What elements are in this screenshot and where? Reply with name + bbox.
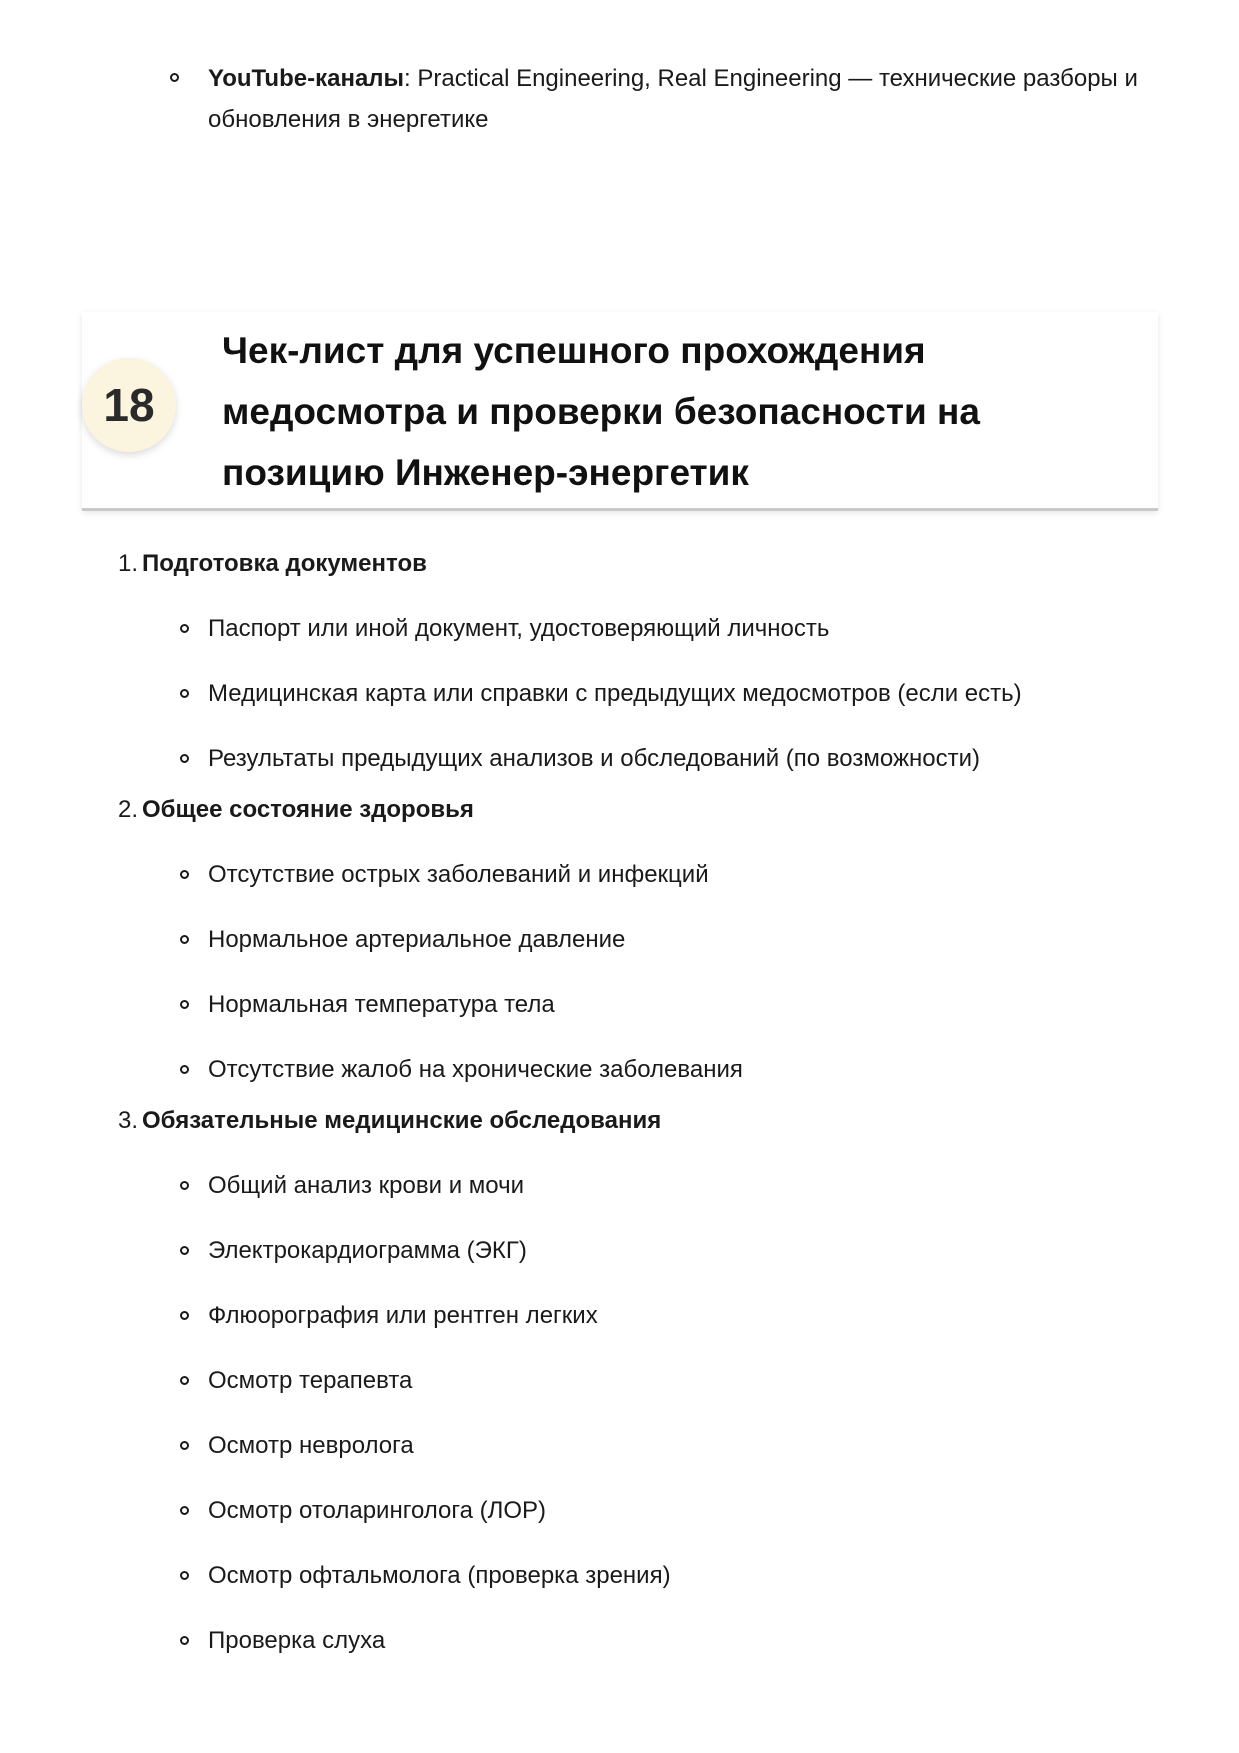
section-header xyxy=(82,312,1158,511)
checklist-sublist xyxy=(118,842,1158,1102)
bullet-circle-icon xyxy=(180,935,189,944)
bullet-circle-icon xyxy=(180,1000,189,1009)
checklist-item xyxy=(118,661,1158,726)
bullet-circle-icon xyxy=(180,1311,189,1320)
bullet-circle-icon xyxy=(170,73,179,82)
bullet-circle-icon xyxy=(180,870,189,879)
bullet-circle-icon xyxy=(180,1636,189,1645)
group-number: 2. xyxy=(118,796,139,823)
checklist-item xyxy=(118,1348,1158,1413)
section-title: Чек-лист для успешного прохождения медосмотра и проверки безопасности на позицию Инженер-энергетик xyxy=(222,330,980,493)
group-number: 1. xyxy=(118,550,139,577)
checklist-item-text: Проверка слуха xyxy=(208,1627,386,1654)
checklist-item xyxy=(118,1413,1158,1478)
checklist-item-text: Общий анализ крови и мочи xyxy=(208,1172,524,1199)
checklist-item-text: Осмотр отоларинголога (ЛОР) xyxy=(208,1497,547,1524)
bullet-circle-icon xyxy=(180,624,189,633)
checklist-item-text: Флюорография или рентген легких xyxy=(208,1302,598,1329)
bullet-circle-icon xyxy=(180,1571,189,1580)
previous-list-item xyxy=(176,58,1156,140)
bullet-circle-icon xyxy=(180,1506,189,1515)
section-number-badge: 18 xyxy=(82,358,176,452)
checklist-group-heading xyxy=(118,791,1158,829)
checklist-sublist xyxy=(118,596,1158,791)
checklist-item xyxy=(118,907,1158,972)
bullet-circle-icon xyxy=(180,1181,189,1190)
checklist-item-text: Электрокардиограмма (ЭКГ) xyxy=(208,1237,527,1264)
checklist-item-text: Осмотр офтальмолога (проверка зрения) xyxy=(208,1562,671,1589)
checklist-item xyxy=(118,1283,1158,1348)
bullet-circle-icon xyxy=(180,1441,189,1450)
checklist-item-text: Отсутствие жалоб на хронические заболевания xyxy=(208,1056,743,1083)
checklist-item xyxy=(118,1037,1158,1102)
group-number: 3. xyxy=(118,1107,139,1134)
checklist-item xyxy=(118,1218,1158,1283)
bullet-circle-icon xyxy=(180,1376,189,1385)
checklist-group xyxy=(118,791,1158,1102)
checklist-item xyxy=(118,1543,1158,1608)
group-title: Обязательные медицинские обследования xyxy=(142,1107,662,1134)
previous-item-label: YouTube-каналы xyxy=(208,65,405,92)
checklist-item xyxy=(118,1153,1158,1218)
checklist-item-text: Отсутствие острых заболеваний и инфекций xyxy=(208,861,709,888)
checklist-item-text: Паспорт или иной документ, удостоверяющий личность xyxy=(208,615,830,642)
checklist-sublist xyxy=(118,1153,1158,1673)
group-title: Подготовка документов xyxy=(142,550,427,577)
checklist xyxy=(118,545,1158,1673)
group-title: Общее состояние здоровья xyxy=(142,796,474,823)
checklist-item-text: Осмотр невролога xyxy=(208,1432,414,1459)
bullet-circle-icon xyxy=(180,1065,189,1074)
checklist-item-text: Нормальная температура тела xyxy=(208,991,555,1018)
checklist-item-text: Осмотр терапевта xyxy=(208,1367,413,1394)
checklist-item xyxy=(118,972,1158,1037)
checklist-item xyxy=(118,726,1158,791)
checklist-item-text: Результаты предыдущих анализов и обследований (по возможности) xyxy=(208,745,980,772)
bullet-circle-icon xyxy=(180,754,189,763)
checklist-group xyxy=(118,1102,1158,1673)
checklist-group-heading xyxy=(118,545,1158,583)
bullet-circle-icon xyxy=(180,1246,189,1255)
checklist-item-text: Медицинская карта или справки с предыдущих медосмотров (если есть) xyxy=(208,680,1022,707)
previous-item-body: : Practical Engineering, Real Engineering — технические разборы и обновления в энергетике xyxy=(208,65,1138,133)
checklist-item-text: Нормальное артериальное давление xyxy=(208,926,626,953)
checklist-group xyxy=(118,545,1158,791)
previous-item-text xyxy=(208,58,1156,140)
checklist-group-heading xyxy=(118,1102,1158,1140)
checklist-item xyxy=(118,1478,1158,1543)
checklist-item xyxy=(118,596,1158,661)
checklist-item xyxy=(118,1608,1158,1673)
checklist-item xyxy=(118,842,1158,907)
bullet-circle-icon xyxy=(180,689,189,698)
